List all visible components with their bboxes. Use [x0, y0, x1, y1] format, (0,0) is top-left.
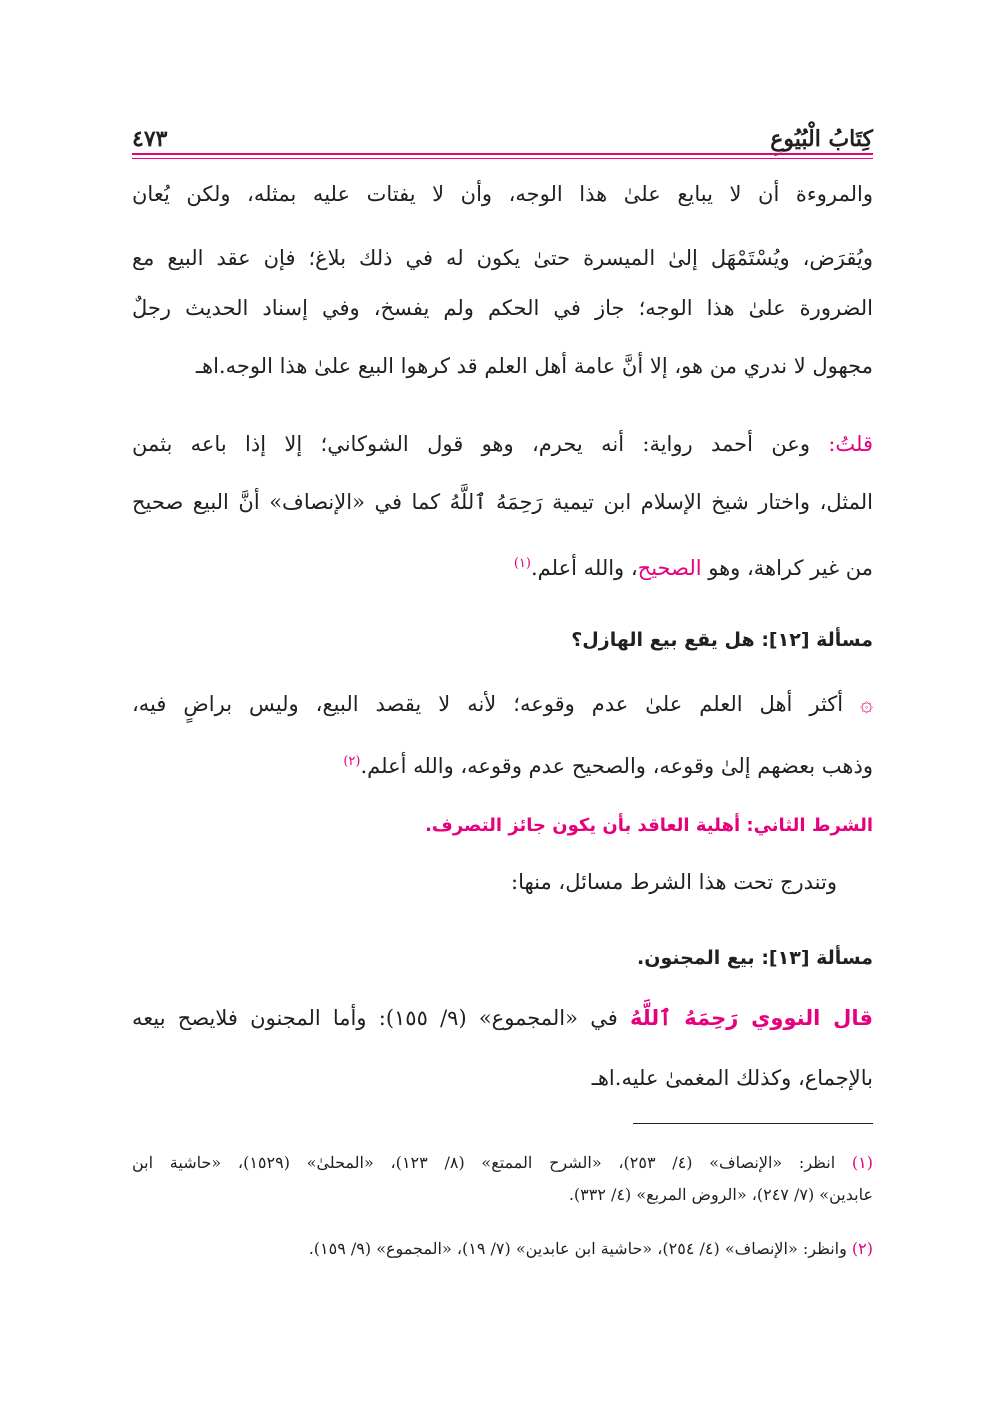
issue-title: بيع المجنون. [637, 947, 762, 969]
footnote-number: (٢) [851, 1239, 873, 1258]
paragraph-line: ويُقرَض، ويُسْتَمْهَل إلىٰ الميسرة حتىٰ يكون له في ذلك بلاغ؛ فإن عقد البيع مع [132, 246, 873, 270]
book-title: كِتَابُ الْبُيُوعِ [770, 126, 873, 152]
issue-heading [132, 936, 873, 980]
book-page [132, 0, 873, 1418]
paragraph-line: بالإجماع، وكذلك المغمىٰ عليه.اهـ [591, 1066, 873, 1090]
footnote-line: عابدين» (٧/ ٢٤٧)، «الروض المربع» (٤/ ٣٣٢). [568, 1185, 873, 1204]
paragraph-text: وعن أحمد رواية: أنه يحرم، وهو قول الشوكاني؛ إلا إذا باعه بثمن [132, 432, 829, 456]
issue-label: مسألة [١٢]: [761, 629, 873, 651]
condition-heading: الشرط الثاني: أهلية العاقد بأن يكون جائز التصرف. [425, 815, 873, 836]
nawawi-label: قال النووي رَحِمَهُ ٱللَّهُ [629, 1006, 873, 1030]
paragraph-text: في «المجموع» (٩/ ١٥٥): وأما المجنون فلايصح بيعه [132, 1006, 630, 1030]
running-header [132, 110, 873, 150]
paragraph-line [132, 996, 873, 1040]
paragraph-line [132, 542, 873, 586]
header-rule-thick [132, 153, 873, 155]
paragraph-line [132, 740, 873, 784]
paragraph-line: والمروءة أن لا يبايع علىٰ هذا الوجه، وأن لا يفتات عليه بمثله، ولكن يُعان [132, 182, 873, 206]
footnote-ref[interactable]: (١) [513, 556, 531, 571]
footnote-line [132, 1234, 873, 1264]
footnote-text: وانظر: «الإنصاف» (٤/ ٢٥٤)، «حاشية ابن عابدين» (٧/ ١٩)، «المجموع» (٩/ ١٥٩). [308, 1239, 852, 1258]
paragraph-text: أكثر أهل العلم علىٰ عدم وقوعه؛ لأنه لا يقصد البيع، وليس براضٍ فيه، [132, 692, 861, 716]
paragraph-line: مجهول لا ندري من هو، إلا أنَّ عامة أهل العلم قد كرهوا البيع علىٰ هذا الوجه.اهـ [195, 354, 873, 378]
issue-title: هل يقع بيع الهازل؟ [571, 629, 762, 651]
page-number: ٤٧٣ [132, 126, 168, 152]
paragraph-text: ، والله أعلم. [530, 556, 638, 580]
footnote-text: انظر: «الإنصاف» (٤/ ٢٥٣)، «الشرح الممتع» (٨/ ١٢٣)، «المحلىٰ» (١٥٢٩)، «حاشية ابن [132, 1153, 852, 1172]
issue-label: مسألة [١٣]: [761, 947, 873, 969]
footnote-divider [633, 1123, 873, 1124]
footnote-number: (١) [851, 1153, 873, 1172]
paragraph-line: وتندرج تحت هذا الشرط مسائل، منها: [511, 870, 837, 894]
paragraph-line: الضرورة علىٰ هذا الوجه؛ جاز في الحكم ولم يفسخ، وفي إسناد الحديث رجلٌ [132, 296, 873, 320]
qultu-label: قلتُ: [828, 432, 873, 456]
issue-heading [132, 618, 873, 662]
paragraph-line [132, 682, 873, 726]
flower-icon: ۞ [860, 692, 873, 717]
paragraph-text: من غير كراهة، وهو [701, 556, 873, 580]
paragraph-text: وذهب بعضهم إلىٰ وقوعه، والصحيح عدم وقوعه، والله أعلم. [360, 754, 873, 778]
paragraph-line: المثل، واختار شيخ الإسلام ابن تيمية رَحِمَهُ ٱللَّهُ كما في «الإنصاف» أنَّ البيع صحيح [132, 490, 873, 514]
header-rule-thin [132, 158, 873, 159]
paragraph-line [132, 422, 873, 466]
footnote-line [132, 1148, 873, 1178]
sahih-word: الصحيح [637, 556, 702, 580]
footnote-ref[interactable]: (٢) [343, 754, 361, 769]
